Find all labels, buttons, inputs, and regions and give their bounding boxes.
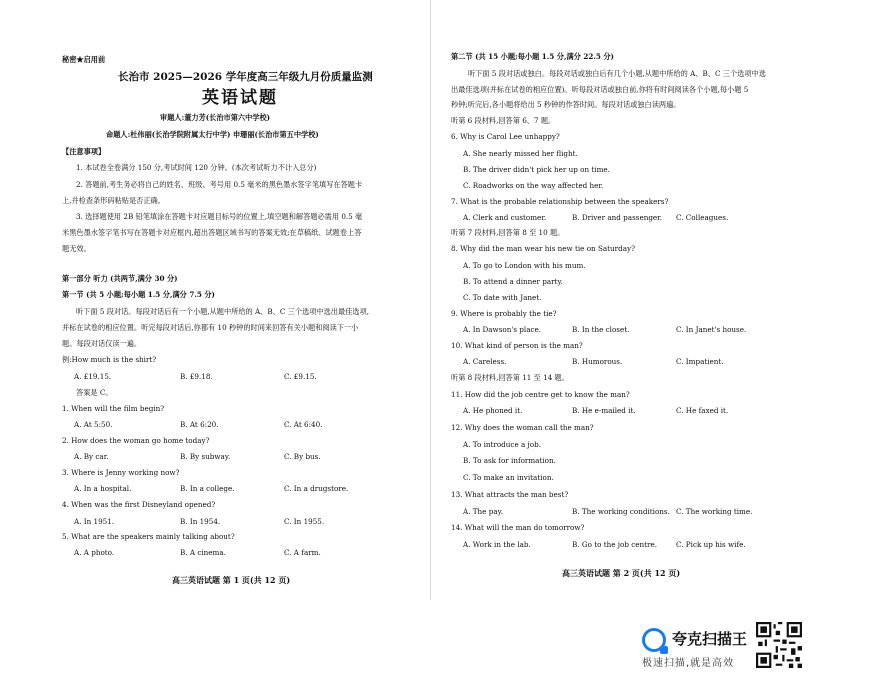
material-7-label: 听第 7 段材料,回答第 8 至 10 题。 bbox=[451, 228, 565, 237]
section1-instr-a: 听下面 5 段对话。每段对话后有一个小题,从题中所给的 A、B、C 三个选项中选出最佳选项, bbox=[76, 307, 370, 316]
scanner-name: 夸克扫描王 bbox=[672, 630, 748, 648]
secret-label: 秘密★启用前 bbox=[62, 55, 106, 64]
q2-option-a: A. By car. bbox=[74, 452, 109, 461]
qr-code-icon bbox=[756, 622, 802, 668]
right-page bbox=[432, 0, 870, 600]
q7-option-b: B. Driver and passenger. bbox=[572, 213, 663, 222]
q14-option-c: C. Pick up his wife. bbox=[676, 540, 746, 549]
q5-option-a: A. A photo. bbox=[74, 548, 115, 557]
example-option-b: B. £9.18. bbox=[180, 372, 213, 381]
material-6-label: 听第 6 段材料,回答第 6、7 题。 bbox=[451, 116, 556, 125]
notice-3a: 3. 选择题使用 2B 铅笔填涂在答题卡对应题目标号的位置上,填空题和解答题必需用 0.5 毫 bbox=[76, 212, 363, 221]
notice-3b: 米黑色墨水签字笔书写在答题卡对应框内,超出答题区域书写的答案无效;在草稿纸、试题卷上答 bbox=[62, 228, 362, 237]
q5-option-c: C. A farm. bbox=[284, 548, 321, 557]
reviewer-line: 审题人:董力芳(长治市第六中学校) bbox=[160, 113, 271, 122]
q3-option-c: C. In a drugstore. bbox=[284, 484, 349, 493]
subject-title: 英语试题 bbox=[202, 88, 278, 108]
notice-header: 【注意事项】 bbox=[62, 147, 106, 156]
q1-option-c: C. At 6:40. bbox=[284, 420, 323, 429]
question-10: 10. What kind of person is the man? bbox=[451, 341, 583, 350]
exam-title: 长治市 2025—2026 学年度高三年级九月份质量监测 bbox=[118, 71, 373, 83]
section2-instr-c: 秒钟;听完后,各小题将给出 5 秒钟的作答时间。每段对话或独白读两遍。 bbox=[451, 100, 681, 109]
q9-option-b: B. In the closet. bbox=[572, 325, 630, 334]
question-6: 6. Why is Carol Lee unhappy? bbox=[451, 132, 560, 141]
question-7: 7. What is the probable relationship between the speakers? bbox=[451, 197, 669, 206]
scanner-watermark bbox=[638, 622, 858, 672]
example-answer: 答案是 C。 bbox=[76, 388, 113, 397]
notice-2b: 上,并检查条形码粘贴是否正确。 bbox=[62, 196, 165, 205]
notice-1: 1. 本试卷全卷满分 150 分,考试时间 120 分钟。(本次考试听力不计入总分) bbox=[76, 163, 317, 172]
question-3: 3. Where is Jenny working now? bbox=[62, 468, 180, 477]
q3-option-a: A. In a hospital. bbox=[74, 484, 132, 493]
q12-option-c: C. To make an invitation. bbox=[463, 473, 554, 482]
q7-option-c: C. Colleagues. bbox=[676, 213, 729, 222]
section2-instr-b: 出最佳选项(并标在试卷的相应位置)。听每段对话或独白前,你将有时间阅读各个小题,每小题 5 bbox=[451, 85, 749, 94]
q7-option-a: A. Clerk and customer. bbox=[463, 213, 547, 222]
section1-instr-c: 题。每段对话仅读一遍。 bbox=[62, 339, 142, 348]
q9-option-a: A. In Dawson's place. bbox=[463, 325, 542, 334]
page-2-footer: 高三英语试题 第 2 页(共 12 页) bbox=[562, 568, 681, 578]
q5-option-b: B. A cinema. bbox=[180, 548, 226, 557]
q13-option-c: C. The working time. bbox=[676, 507, 753, 516]
q11-option-a: A. He phoned it. bbox=[463, 406, 523, 415]
q12-option-a: A. To introduce a job. bbox=[463, 440, 541, 449]
q12-option-b: B. To ask for information. bbox=[463, 456, 556, 465]
example-question: 例:How much is the shirt? bbox=[62, 355, 157, 364]
notice-3c: 题无效。 bbox=[62, 244, 91, 253]
q4-option-c: C. In 1955. bbox=[284, 517, 325, 526]
scanner-slogan: 极速扫描,就是高效 bbox=[642, 658, 735, 669]
q6-option-a: A. She nearly missed her flight. bbox=[463, 149, 578, 158]
question-11: 11. How did the job centre get to know the man? bbox=[451, 390, 630, 399]
q11-option-c: C. He faxed it. bbox=[676, 406, 729, 415]
question-13: 13. What attracts the man best? bbox=[451, 490, 569, 499]
q13-option-b: B. The working conditions. bbox=[572, 507, 670, 516]
q14-option-a: A. Work in the lab. bbox=[463, 540, 531, 549]
section2-instr-a: 听下面 5 段对话或独白。每段对话或独白后有几个小题,从题中所给的 A、B、C 三个选项中选 bbox=[468, 69, 766, 78]
q8-option-a: A. To go to London with his mum. bbox=[463, 261, 586, 270]
example-option-c: C. £9.15. bbox=[284, 372, 317, 381]
question-5: 5. What are the speakers mainly talking about? bbox=[62, 532, 235, 541]
question-2: 2. How does the woman go home today? bbox=[62, 436, 210, 445]
q6-option-c: C. Roadworks on the way affected her. bbox=[463, 181, 604, 190]
q3-option-b: B. In a college. bbox=[180, 484, 235, 493]
section1-instr-b: 并标在试卷的相应位置。听完每段对话后,你都有 10 秒钟的时间来回答有关小题和阅读下一小 bbox=[62, 323, 359, 332]
q9-option-c: C. In Janet's house. bbox=[676, 325, 747, 334]
section2-heading: 第二节 (共 15 小题;每小题 1.5 分,满分 22.5 分) bbox=[451, 52, 614, 61]
q14-option-b: B. Go to the job centre. bbox=[572, 540, 657, 549]
example-option-a: A. £19.15. bbox=[74, 372, 112, 381]
scanner-logo-icon bbox=[642, 628, 666, 652]
page-1-footer: 高三英语试题 第 1 页(共 12 页) bbox=[172, 575, 291, 585]
q13-option-a: A. The pay. bbox=[463, 507, 503, 516]
part1-heading: 第一部分 听力 (共两节,满分 30 分) bbox=[62, 274, 178, 283]
q11-option-b: B. He e-mailed it. bbox=[572, 406, 636, 415]
section1-heading: 第一节 (共 5 小题;每小题 1.5 分,满分 7.5 分) bbox=[62, 290, 215, 299]
authors-line: 命题人:杜伟丽(长治学院附属太行中学) 申珊丽(长治市第五中学校) bbox=[106, 130, 319, 139]
q1-option-b: B. At 6:20. bbox=[180, 420, 219, 429]
q8-option-b: B. To attend a dinner party. bbox=[463, 277, 563, 286]
q2-option-b: B. By subway. bbox=[180, 452, 231, 461]
question-14: 14. What will the man do tomorrow? bbox=[451, 523, 585, 532]
q4-option-a: A. In 1951. bbox=[74, 517, 115, 526]
question-12: 12. Why does the woman call the man? bbox=[451, 423, 594, 432]
question-9: 9. Where is probably the tie? bbox=[451, 309, 557, 318]
q10-option-b: B. Humorous. bbox=[572, 357, 623, 366]
question-4: 4. When was the first Disneyland opened? bbox=[62, 500, 216, 509]
notice-2a: 2. 答题前,考生务必将自己的姓名、班级、考号用 0.5 毫米的黑色墨水签字笔填写在答题卡 bbox=[76, 180, 363, 189]
question-1: 1. When will the film begin? bbox=[62, 404, 165, 413]
q4-option-b: B. In 1954. bbox=[180, 517, 221, 526]
q10-option-c: C. Impatient. bbox=[676, 357, 724, 366]
q1-option-a: A. At 5:50. bbox=[74, 420, 113, 429]
question-8: 8. Why did the man wear his new tie on Saturday? bbox=[451, 244, 635, 253]
left-page bbox=[0, 0, 431, 600]
q2-option-c: C. By bus. bbox=[284, 452, 321, 461]
material-8-label: 听第 8 段材料,回答第 11 至 14 题。 bbox=[451, 373, 569, 382]
q6-option-b: B. The driver didn't pick her up on time. bbox=[463, 165, 610, 174]
q10-option-a: A. Careless. bbox=[463, 357, 507, 366]
q8-option-c: C. To date with Janet. bbox=[463, 293, 542, 302]
